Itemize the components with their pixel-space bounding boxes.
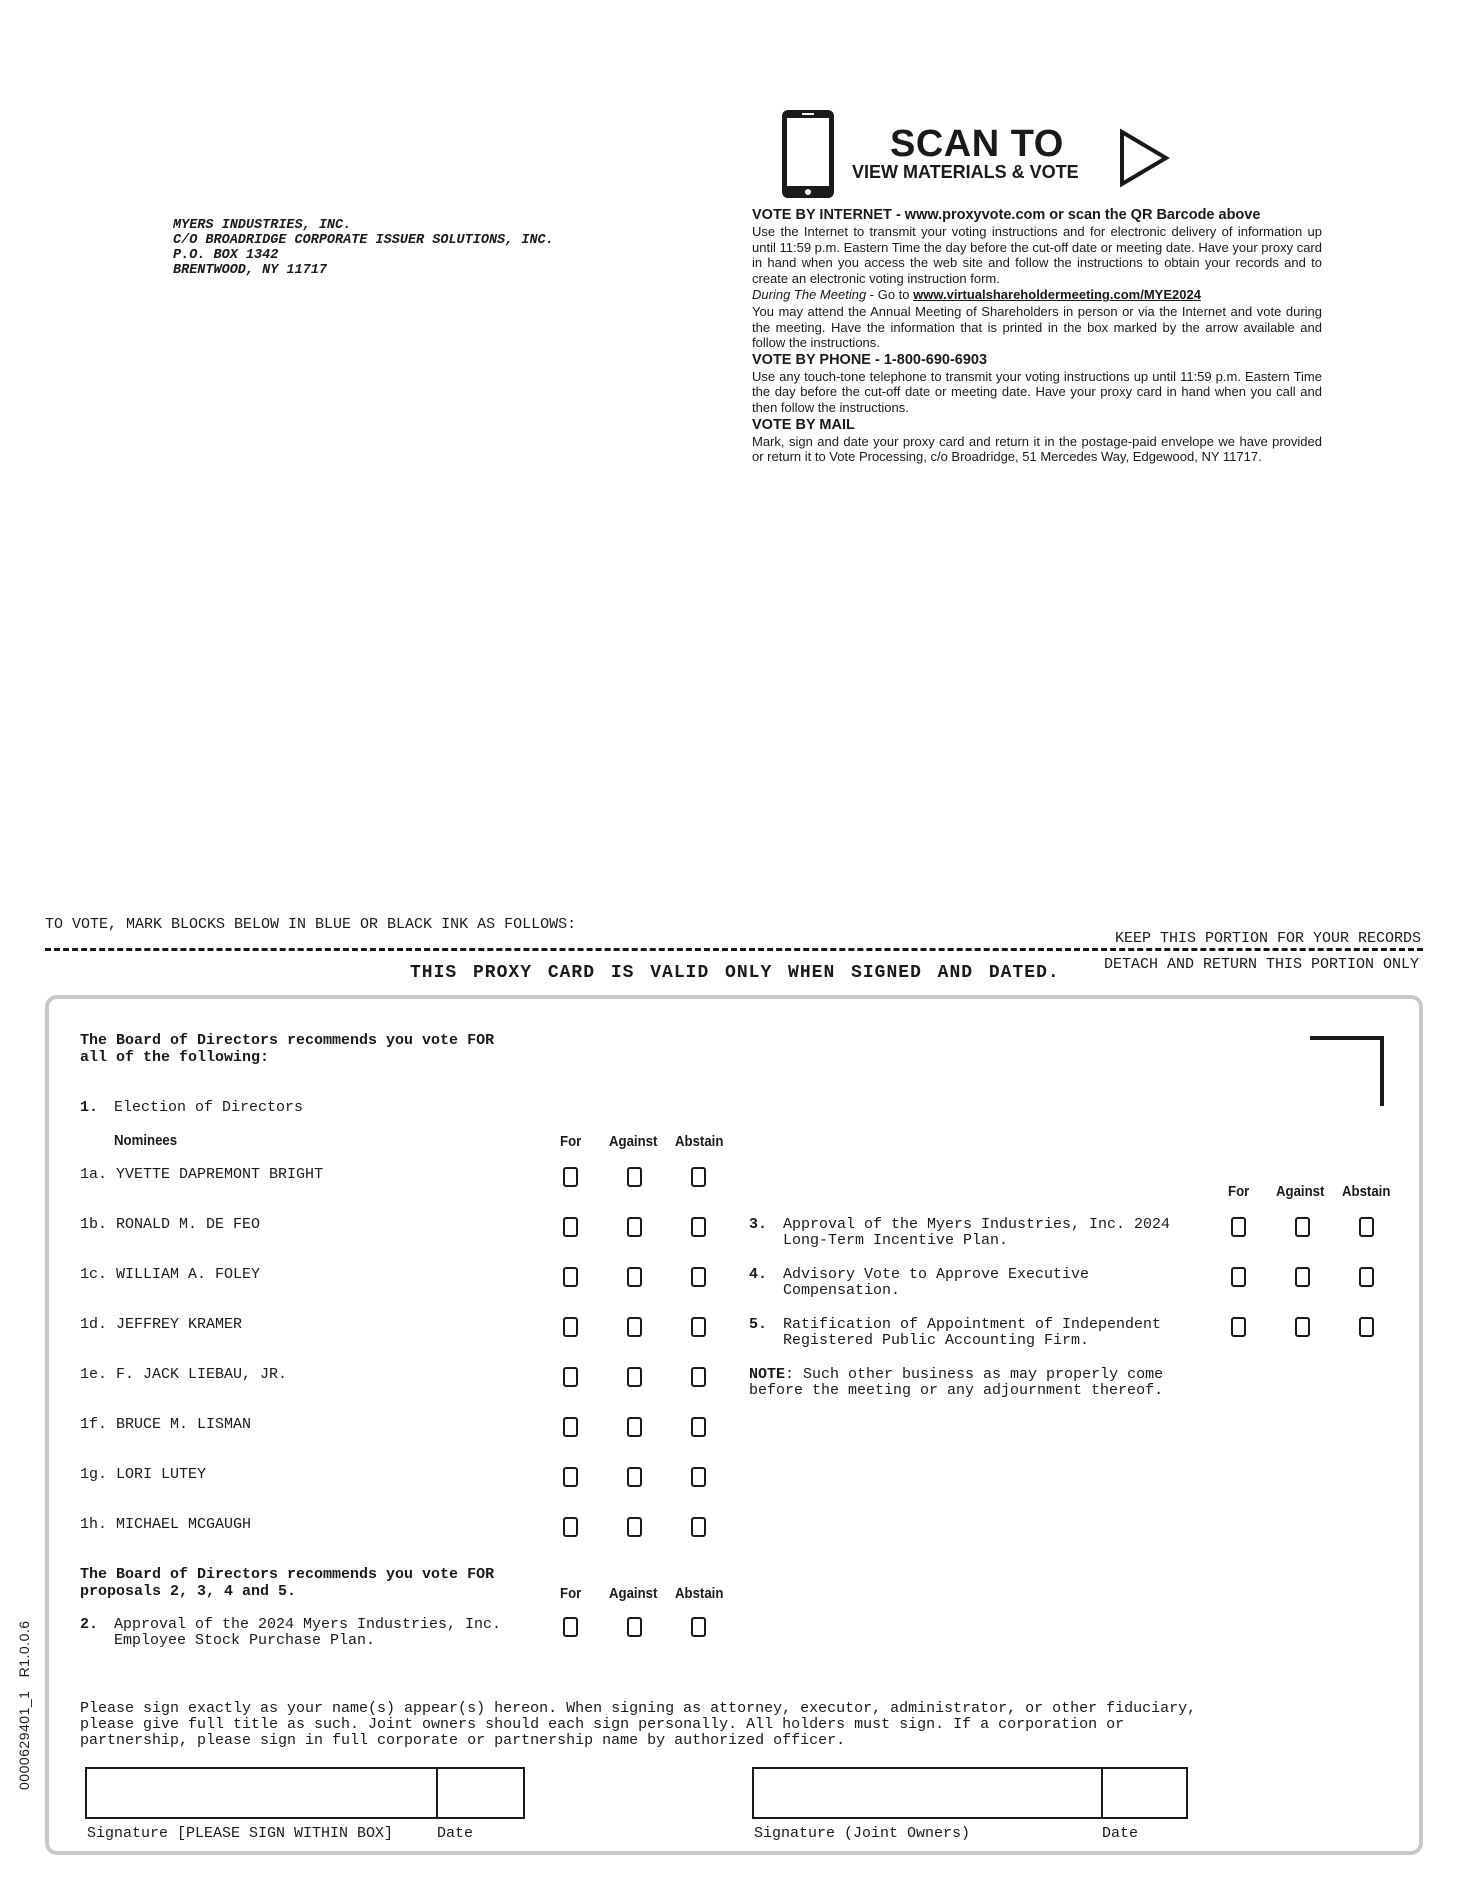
vote-abstain-checkbox[interactable] xyxy=(691,1367,706,1387)
play-arrow-icon xyxy=(1118,128,1170,188)
vote-against-checkbox[interactable] xyxy=(627,1317,642,1337)
date-label: Date xyxy=(1102,1825,1139,1842)
vote-for-checkbox[interactable] xyxy=(1231,1267,1246,1287)
vote-against-checkbox[interactable] xyxy=(1295,1217,1310,1237)
vote-against-checkbox[interactable] xyxy=(627,1617,642,1637)
vote-against-checkbox[interactable] xyxy=(627,1267,642,1287)
vote-against-checkbox[interactable] xyxy=(1295,1317,1310,1337)
item-number: 1. xyxy=(80,1099,99,1116)
vote-for-checkbox[interactable] xyxy=(563,1217,578,1237)
scan-subtitle: VIEW MATERIALS & VOTE xyxy=(852,162,1079,182)
vote-abstain-checkbox[interactable] xyxy=(1359,1317,1374,1337)
vote-abstain-checkbox[interactable] xyxy=(691,1317,706,1337)
vote-abstain-checkbox[interactable] xyxy=(691,1217,706,1237)
vote-against-checkbox[interactable] xyxy=(627,1417,642,1437)
nominee-name xyxy=(80,1167,323,1183)
nominee-name xyxy=(80,1517,251,1533)
vote-against-checkbox[interactable] xyxy=(627,1467,642,1487)
to-vote-instruction: TO VOTE, MARK BLOCKS BELOW IN BLUE OR BLACK INK AS FOLLOWS: xyxy=(45,916,577,933)
proposal-text: Approval of the 2024 Myers Industries, Inc. xyxy=(114,1616,502,1633)
col-against: Against xyxy=(1276,1183,1325,1200)
valid-notice: THIS PROXY CARD IS VALID ONLY WHEN SIGNED AND DATED. xyxy=(410,963,1060,983)
board-recommendation: all of the following: xyxy=(80,1049,270,1066)
sign-instructions: Please sign exactly as your name(s) appear(s) hereon. When signing as attorney, executor, administrator, or other fiduciary, xyxy=(80,1700,1197,1717)
col-for: For xyxy=(1228,1183,1250,1200)
board-recommendation: proposals 2, 3, 4 and 5. xyxy=(80,1583,297,1600)
proposal-text: Ratification of Appointment of Independent xyxy=(783,1316,1162,1333)
meeting-line xyxy=(752,287,1322,303)
board-recommendation: The Board of Directors recommends you vote FOR xyxy=(80,1032,495,1049)
corner-mark xyxy=(1310,1036,1384,1106)
meeting-text: You may attend the Annual Meeting of Shareholders in person or via the Internet and vote during the meeting. Have the information that is printed in the box marked by the arrow available and follow the instructions. xyxy=(752,303,1322,351)
vote-for-checkbox[interactable] xyxy=(1231,1317,1246,1337)
nominee-label: YVETTE DAPREMONT BRIGHT xyxy=(116,1166,324,1183)
vote-abstain-checkbox[interactable] xyxy=(691,1617,706,1637)
nominee-id: 1h. xyxy=(80,1516,108,1533)
col-against: Against xyxy=(609,1585,658,1602)
vote-for-checkbox[interactable] xyxy=(563,1417,578,1437)
phone-text: Use any touch-tone telephone to transmit your voting instructions up until 11:59 p.m. Eastern Time the day before the cut-off date or meeting date. Have your proxy card in hand when you call and then follow the instructions. xyxy=(752,368,1322,415)
sign-instructions: please give full title as such. Joint owners should each sign personally. All holders must sign. If a corporation or xyxy=(80,1716,1125,1733)
col-against: Against xyxy=(609,1133,658,1150)
nominee-id: 1c. xyxy=(80,1266,108,1283)
note-label: NOTE xyxy=(749,1366,786,1383)
joint-signature-label: Signature (Joint Owners) xyxy=(754,1825,971,1842)
internet-text: Use the Internet to transmit your voting instructions and for electronic delivery of information up until 11:59 p.m. Eastern Time the day before the cut-off date or meeting date. Have your proxy card in hand when you access the web site and follow the instructions to obtain your records and to create an electronic voting instruction form. xyxy=(752,224,1322,286)
proposal-text: Long-Term Incentive Plan. xyxy=(783,1232,1009,1249)
meeting-link[interactable]: www.virtualshareholdermeeting.com/MYE2024 xyxy=(913,287,1201,303)
vote-abstain-checkbox[interactable] xyxy=(691,1167,706,1187)
vote-against-checkbox[interactable] xyxy=(627,1167,642,1187)
vote-abstain-checkbox[interactable] xyxy=(691,1417,706,1437)
joint-signature-box[interactable] xyxy=(752,1767,1188,1819)
date-label: Date xyxy=(437,1825,474,1842)
board-recommendation: The Board of Directors recommends you vote FOR xyxy=(80,1566,495,1583)
signature-divider xyxy=(436,1767,438,1819)
col-abstain: Abstain xyxy=(1342,1183,1391,1200)
address-line: MYERS INDUSTRIES, INC. xyxy=(173,218,352,233)
nominee-label: RONALD M. DE FEO xyxy=(116,1216,261,1233)
meeting-label: During The Meeting xyxy=(752,287,867,303)
proposal-number: 2. xyxy=(80,1616,99,1633)
vote-for-checkbox[interactable] xyxy=(563,1617,578,1637)
col-for: For xyxy=(560,1133,582,1150)
nominee-label: MICHAEL MCGAUGH xyxy=(116,1516,252,1533)
detach-portion-label: DETACH AND RETURN THIS PORTION ONLY xyxy=(1104,956,1420,973)
nominee-id: 1g. xyxy=(80,1466,108,1483)
col-abstain: Abstain xyxy=(675,1133,724,1150)
proposal-number: 4. xyxy=(749,1266,768,1283)
keep-portion-label: KEEP THIS PORTION FOR YOUR RECORDS xyxy=(1115,930,1422,947)
nominee-name xyxy=(80,1267,260,1283)
sign-instructions: partnership, please sign in full corporate or partnership name by authorized officer. xyxy=(80,1732,846,1749)
nominee-name xyxy=(80,1467,206,1483)
mailing-address xyxy=(173,218,554,278)
nominee-label: WILLIAM A. FOLEY xyxy=(116,1266,261,1283)
nominee-id: 1b. xyxy=(80,1216,108,1233)
address-line: P.O. BOX 1342 xyxy=(173,248,279,263)
proposal-text: Registered Public Accounting Firm. xyxy=(783,1332,1090,1349)
note-line: : Such other business as may properly come xyxy=(785,1366,1164,1383)
vote-abstain-checkbox[interactable] xyxy=(1359,1267,1374,1287)
mail-heading: VOTE BY MAIL xyxy=(752,416,855,433)
meeting-go: - Go to xyxy=(866,287,914,303)
proposal-text: Compensation. xyxy=(783,1282,901,1299)
nominee-id: 1e. xyxy=(80,1366,108,1383)
item-label: Election of Directors xyxy=(114,1099,304,1116)
vote-abstain-checkbox[interactable] xyxy=(691,1467,706,1487)
address-line: C/O BROADRIDGE CORPORATE ISSUER SOLUTIONS, INC. xyxy=(173,233,554,248)
nominee-name xyxy=(80,1317,242,1333)
vote-for-checkbox[interactable] xyxy=(563,1517,578,1537)
col-for: For xyxy=(560,1585,582,1602)
phone-heading: VOTE BY PHONE - 1-800-690-6903 xyxy=(752,351,988,368)
mail-text: Mark, sign and date your proxy card and return it in the postage-paid envelope we have provided or return it to Vote Processing, c/o Broadridge, 51 Mercedes Way, Edgewood, NY 11717. xyxy=(752,433,1322,465)
nominee-label: JEFFREY KRAMER xyxy=(116,1316,243,1333)
nominee-label: BRUCE M. LISMAN xyxy=(116,1416,252,1433)
nominee-label: F. JACK LIEBAU, JR. xyxy=(116,1366,288,1383)
nominee-name xyxy=(80,1367,287,1383)
vote-against-checkbox[interactable] xyxy=(627,1517,642,1537)
vote-abstain-checkbox[interactable] xyxy=(691,1267,706,1287)
signature-box[interactable] xyxy=(85,1767,525,1819)
proposal-number: 3. xyxy=(749,1216,768,1233)
vote-for-checkbox[interactable] xyxy=(563,1317,578,1337)
col-abstain: Abstain xyxy=(675,1585,724,1602)
vote-abstain-checkbox[interactable] xyxy=(1359,1217,1374,1237)
nominee-id: 1f. xyxy=(80,1416,108,1433)
scan-title: SCAN TO xyxy=(890,123,1064,165)
detach-line xyxy=(45,948,1423,951)
control-code: 0000629401_1 R1.0.0.6 xyxy=(16,1620,32,1790)
address-line: BRENTWOOD, NY 11717 xyxy=(173,263,327,278)
proposal-text: Approval of the Myers Industries, Inc. 2024 xyxy=(783,1216,1171,1233)
nominees-label: Nominees xyxy=(114,1132,178,1149)
internet-heading: VOTE BY INTERNET - www.proxyvote.com or scan the QR Barcode above xyxy=(752,207,1261,223)
vote-for-checkbox[interactable] xyxy=(1231,1217,1246,1237)
proposal-number: 5. xyxy=(749,1316,768,1333)
note-text xyxy=(749,1367,1163,1383)
nominee-name xyxy=(80,1217,260,1233)
proposal-text: Employee Stock Purchase Plan. xyxy=(114,1632,376,1649)
nominee-name xyxy=(80,1417,251,1433)
vote-for-checkbox[interactable] xyxy=(563,1267,578,1287)
vote-for-checkbox[interactable] xyxy=(563,1367,578,1387)
nominee-id: 1a. xyxy=(80,1166,108,1183)
vote-against-checkbox[interactable] xyxy=(627,1217,642,1237)
vote-against-checkbox[interactable] xyxy=(1295,1267,1310,1287)
proposal-text: Advisory Vote to Approve Executive xyxy=(783,1266,1090,1283)
vote-against-checkbox[interactable] xyxy=(627,1367,642,1387)
nominee-label: LORI LUTEY xyxy=(116,1466,207,1483)
signature-divider xyxy=(1101,1767,1103,1819)
nominee-id: 1d. xyxy=(80,1316,108,1333)
smartphone-icon xyxy=(780,108,836,200)
signature-label: Signature [PLEASE SIGN WITHIN BOX] xyxy=(87,1825,394,1842)
vote-abstain-checkbox[interactable] xyxy=(691,1517,706,1537)
note-line: before the meeting or any adjournment thereof. xyxy=(749,1382,1164,1399)
vote-for-checkbox[interactable] xyxy=(563,1167,578,1187)
voting-instructions xyxy=(752,207,1322,466)
vote-for-checkbox[interactable] xyxy=(563,1467,578,1487)
